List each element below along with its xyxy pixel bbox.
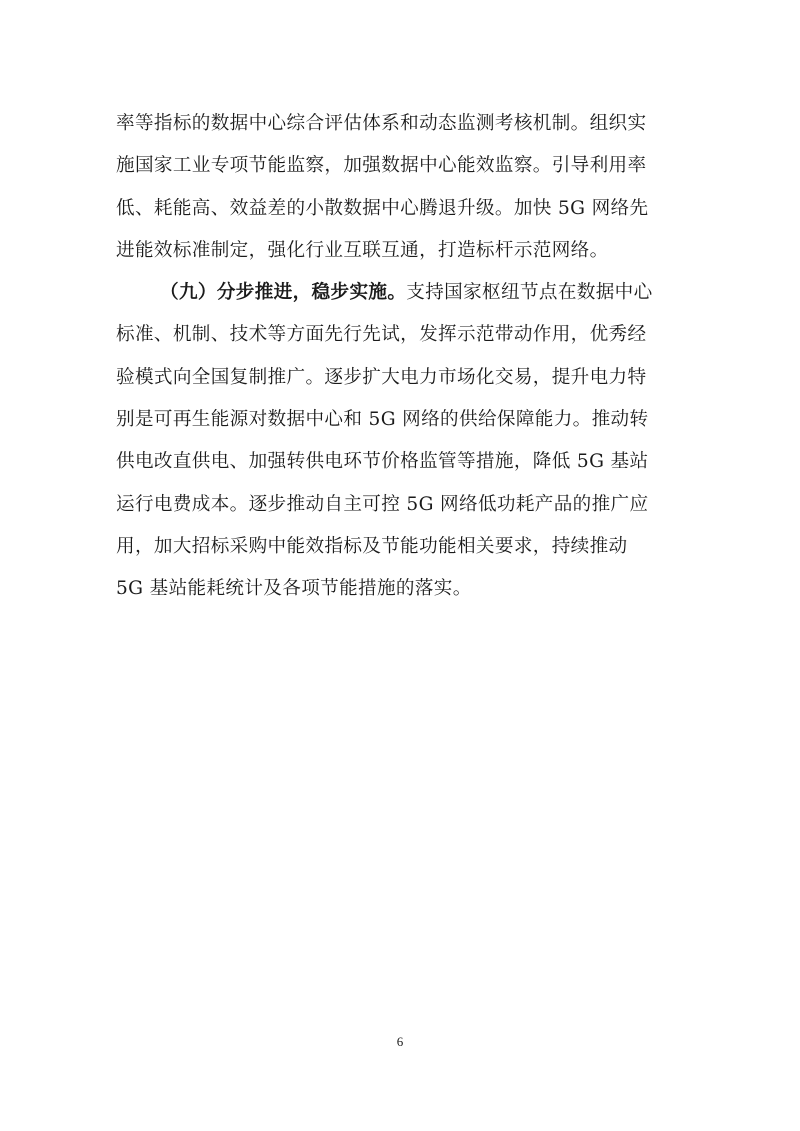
paragraph-2 — [116, 272, 688, 610]
paragraph-1 — [116, 103, 688, 272]
text-line: 用，加大招标采购中能效指标及节能功能相关要求，持续推动 — [116, 535, 628, 557]
text-line: 低、耗能高、效益差的小散数据中心腾退升级。加快 5G 网络先 — [116, 197, 649, 219]
text-line: 供电改直供电、加强转供电环节价格监管等措施，降低 5G 基站 — [116, 451, 649, 473]
text-line: 标准、机制、技术等方面先行先试，发挥示范带动作用，优秀经 — [116, 324, 647, 346]
text-run: 支持国家枢纽节点在数据中心 — [406, 282, 653, 304]
text-line: 运行电费成本。逐步推动自主可控 5G 网络低功耗产品的推广应 — [116, 493, 649, 515]
body-text — [116, 103, 688, 611]
text-line: 率等指标的数据中心综合评估体系和动态监测考核机制。组织实 — [116, 113, 647, 134]
page-number: 6 — [396, 1034, 404, 1049]
text-line: 别是可再生能源对数据中心和 5G 网络的供给保障能力。推动转 — [116, 409, 649, 431]
text-line: 进能效标准制定，强化行业互联互通，打造标杆示范网络。 — [116, 239, 609, 261]
text-line — [116, 272, 688, 314]
section-heading: （九）分步推进，稳步实施。 — [160, 282, 407, 304]
text-line: 5G 基站能耗统计及各项节能措施的落实。 — [116, 578, 472, 600]
text-line: 验模式向全国复制推广。逐步扩大电力市场化交易，提升电力特 — [116, 366, 647, 388]
text-line: 施国家工业专项节能监察，加强数据中心能效监察。引导利用率 — [116, 155, 647, 177]
